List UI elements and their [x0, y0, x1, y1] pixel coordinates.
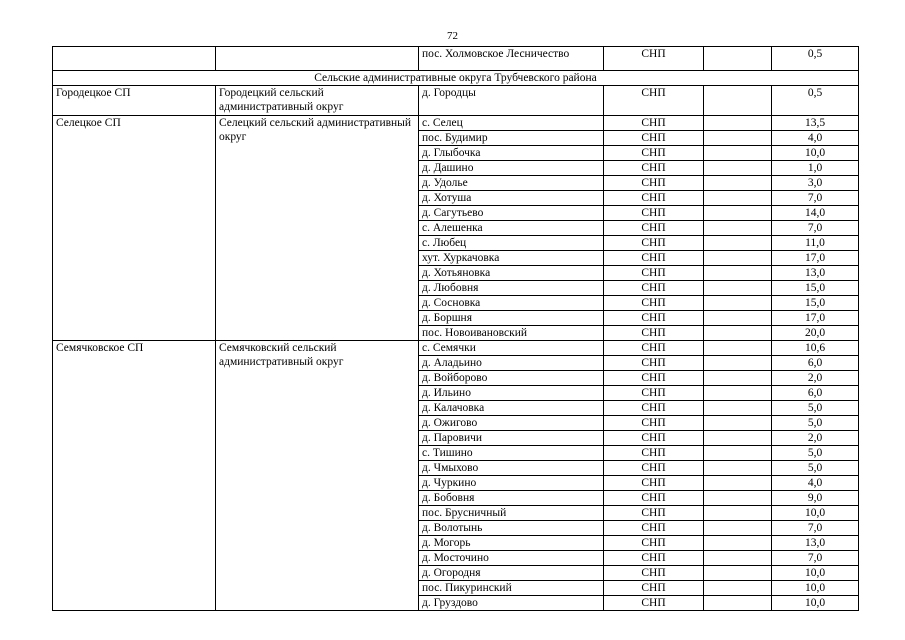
- locality-cell: д. Мосточино: [419, 551, 604, 566]
- table-row: [53, 116, 859, 131]
- value-cell: 11,0: [772, 236, 859, 251]
- empty-cell: [704, 176, 772, 191]
- locality-cell: д. Глыбочка: [419, 146, 604, 161]
- empty-cell: [704, 536, 772, 551]
- value-cell: 4,0: [772, 476, 859, 491]
- value-cell: 0,5: [772, 47, 859, 71]
- empty-cell: [704, 581, 772, 596]
- empty-cell: [53, 47, 216, 71]
- type-cell: СНП: [604, 461, 704, 476]
- table-row: [53, 47, 859, 71]
- value-cell: 5,0: [772, 461, 859, 476]
- page-number: 72: [447, 30, 458, 42]
- empty-cell: [704, 206, 772, 221]
- section-header: Сельские административные округа Трубчевского района: [53, 71, 859, 86]
- locality-cell: с. Селец: [419, 116, 604, 131]
- locality-cell: хут. Хуркачовка: [419, 251, 604, 266]
- locality-cell: д. Хотуша: [419, 191, 604, 206]
- locality-cell: д. Груздово: [419, 596, 604, 611]
- locality-cell: пос. Брусничный: [419, 506, 604, 521]
- value-cell: 20,0: [772, 326, 859, 341]
- value-cell: 17,0: [772, 251, 859, 266]
- value-cell: 7,0: [772, 221, 859, 236]
- locality-cell: д. Чуркино: [419, 476, 604, 491]
- empty-cell: [704, 431, 772, 446]
- empty-cell: [704, 386, 772, 401]
- type-cell: СНП: [604, 491, 704, 506]
- type-cell: СНП: [604, 596, 704, 611]
- value-cell: 2,0: [772, 431, 859, 446]
- type-cell: СНП: [604, 446, 704, 461]
- type-cell: СНП: [604, 326, 704, 341]
- locality-cell: д. Войборово: [419, 371, 604, 386]
- empty-cell: [704, 326, 772, 341]
- locality-cell: д. Чмыхово: [419, 461, 604, 476]
- locality-cell: д. Огородня: [419, 566, 604, 581]
- locality-cell: пос. Новоивановский: [419, 326, 604, 341]
- type-cell: СНП: [604, 176, 704, 191]
- locality-cell: с. Тишино: [419, 446, 604, 461]
- table-row: [53, 341, 859, 356]
- locality-cell: д. Волотынь: [419, 521, 604, 536]
- empty-cell: [704, 131, 772, 146]
- locality-cell: с. Семячки: [419, 341, 604, 356]
- type-cell: СНП: [604, 146, 704, 161]
- type-cell: СНП: [604, 191, 704, 206]
- empty-cell: [704, 191, 772, 206]
- empty-cell: [704, 506, 772, 521]
- empty-cell: [704, 596, 772, 611]
- type-cell: СНП: [604, 296, 704, 311]
- locality-cell: с. Алешенка: [419, 221, 604, 236]
- sp-name-cell: Селецкое СП: [53, 116, 216, 341]
- locality-cell: д. Сагутьево: [419, 206, 604, 221]
- type-cell: СНП: [604, 506, 704, 521]
- value-cell: 17,0: [772, 311, 859, 326]
- empty-cell: [704, 296, 772, 311]
- locality-cell: д. Сосновка: [419, 296, 604, 311]
- value-cell: 1,0: [772, 161, 859, 176]
- locality-cell: д. Хотьяновка: [419, 266, 604, 281]
- type-cell: СНП: [604, 86, 704, 116]
- locality-cell: д. Могорь: [419, 536, 604, 551]
- value-cell: 7,0: [772, 521, 859, 536]
- value-cell: 10,0: [772, 566, 859, 581]
- type-cell: СНП: [604, 281, 704, 296]
- empty-cell: [704, 161, 772, 176]
- type-cell: СНП: [604, 131, 704, 146]
- value-cell: 10,0: [772, 596, 859, 611]
- empty-cell: [704, 401, 772, 416]
- empty-cell: [704, 116, 772, 131]
- empty-cell: [704, 416, 772, 431]
- empty-cell: [704, 566, 772, 581]
- type-cell: СНП: [604, 476, 704, 491]
- empty-cell: [704, 251, 772, 266]
- type-cell: СНП: [604, 551, 704, 566]
- okrug-name-cell: Городецкий сельский административный округ: [216, 86, 419, 116]
- empty-cell: [704, 47, 772, 71]
- type-cell: СНП: [604, 386, 704, 401]
- empty-cell: [704, 521, 772, 536]
- type-cell: СНП: [604, 416, 704, 431]
- value-cell: 6,0: [772, 356, 859, 371]
- value-cell: 7,0: [772, 191, 859, 206]
- value-cell: 10,6: [772, 341, 859, 356]
- sp-name-cell: Семячковское СП: [53, 341, 216, 611]
- table-row: [53, 86, 859, 116]
- empty-cell: [704, 356, 772, 371]
- empty-cell: [704, 461, 772, 476]
- empty-cell: [704, 341, 772, 356]
- locality-cell: д. Городцы: [419, 86, 604, 116]
- empty-cell: [704, 86, 772, 116]
- empty-cell: [704, 221, 772, 236]
- section-header-row: [53, 71, 859, 86]
- empty-cell: [704, 311, 772, 326]
- value-cell: 2,0: [772, 371, 859, 386]
- type-cell: СНП: [604, 116, 704, 131]
- locality-cell: пос. Пикуринский: [419, 581, 604, 596]
- empty-cell: [704, 476, 772, 491]
- locality-cell: д. Дашино: [419, 161, 604, 176]
- value-cell: 10,0: [772, 506, 859, 521]
- type-cell: СНП: [604, 521, 704, 536]
- type-cell: СНП: [604, 401, 704, 416]
- settlements-table: [52, 46, 859, 611]
- empty-cell: [704, 491, 772, 506]
- value-cell: 15,0: [772, 281, 859, 296]
- type-cell: СНП: [604, 341, 704, 356]
- type-cell: СНП: [604, 236, 704, 251]
- type-cell: СНП: [604, 251, 704, 266]
- type-cell: СНП: [604, 581, 704, 596]
- value-cell: 13,0: [772, 266, 859, 281]
- value-cell: 10,0: [772, 146, 859, 161]
- value-cell: 14,0: [772, 206, 859, 221]
- empty-cell: [216, 47, 419, 71]
- locality-cell: пос. Холмовское Лесничество: [419, 47, 604, 71]
- value-cell: 10,0: [772, 581, 859, 596]
- empty-cell: [704, 371, 772, 386]
- value-cell: 13,0: [772, 536, 859, 551]
- type-cell: СНП: [604, 161, 704, 176]
- locality-cell: д. Бобовня: [419, 491, 604, 506]
- locality-cell: д. Ожигово: [419, 416, 604, 431]
- value-cell: 6,0: [772, 386, 859, 401]
- type-cell: СНП: [604, 266, 704, 281]
- okrug-name-cell: Семячковский сельский административный округ: [216, 341, 419, 611]
- value-cell: 5,0: [772, 416, 859, 431]
- locality-cell: д. Аладьино: [419, 356, 604, 371]
- locality-cell: д. Ильино: [419, 386, 604, 401]
- type-cell: СНП: [604, 536, 704, 551]
- empty-cell: [704, 236, 772, 251]
- value-cell: 9,0: [772, 491, 859, 506]
- empty-cell: [704, 446, 772, 461]
- locality-cell: пос. Будимир: [419, 131, 604, 146]
- value-cell: 3,0: [772, 176, 859, 191]
- value-cell: 4,0: [772, 131, 859, 146]
- empty-cell: [704, 266, 772, 281]
- type-cell: СНП: [604, 431, 704, 446]
- locality-cell: д. Удолье: [419, 176, 604, 191]
- value-cell: 5,0: [772, 446, 859, 461]
- empty-cell: [704, 146, 772, 161]
- type-cell: СНП: [604, 566, 704, 581]
- type-cell: СНП: [604, 206, 704, 221]
- empty-cell: [704, 281, 772, 296]
- value-cell: 15,0: [772, 296, 859, 311]
- empty-cell: [704, 551, 772, 566]
- type-cell: СНП: [604, 47, 704, 71]
- locality-cell: с. Любец: [419, 236, 604, 251]
- type-cell: СНП: [604, 221, 704, 236]
- value-cell: 7,0: [772, 551, 859, 566]
- okrug-name-cell: Селецкий сельский административный округ: [216, 116, 419, 341]
- locality-cell: д. Любовня: [419, 281, 604, 296]
- value-cell: 5,0: [772, 401, 859, 416]
- type-cell: СНП: [604, 371, 704, 386]
- type-cell: СНП: [604, 311, 704, 326]
- sp-name-cell: Городецкое СП: [53, 86, 216, 116]
- locality-cell: д. Калачовка: [419, 401, 604, 416]
- locality-cell: д. Паровичи: [419, 431, 604, 446]
- value-cell: 0,5: [772, 86, 859, 116]
- type-cell: СНП: [604, 356, 704, 371]
- value-cell: 13,5: [772, 116, 859, 131]
- locality-cell: д. Боршня: [419, 311, 604, 326]
